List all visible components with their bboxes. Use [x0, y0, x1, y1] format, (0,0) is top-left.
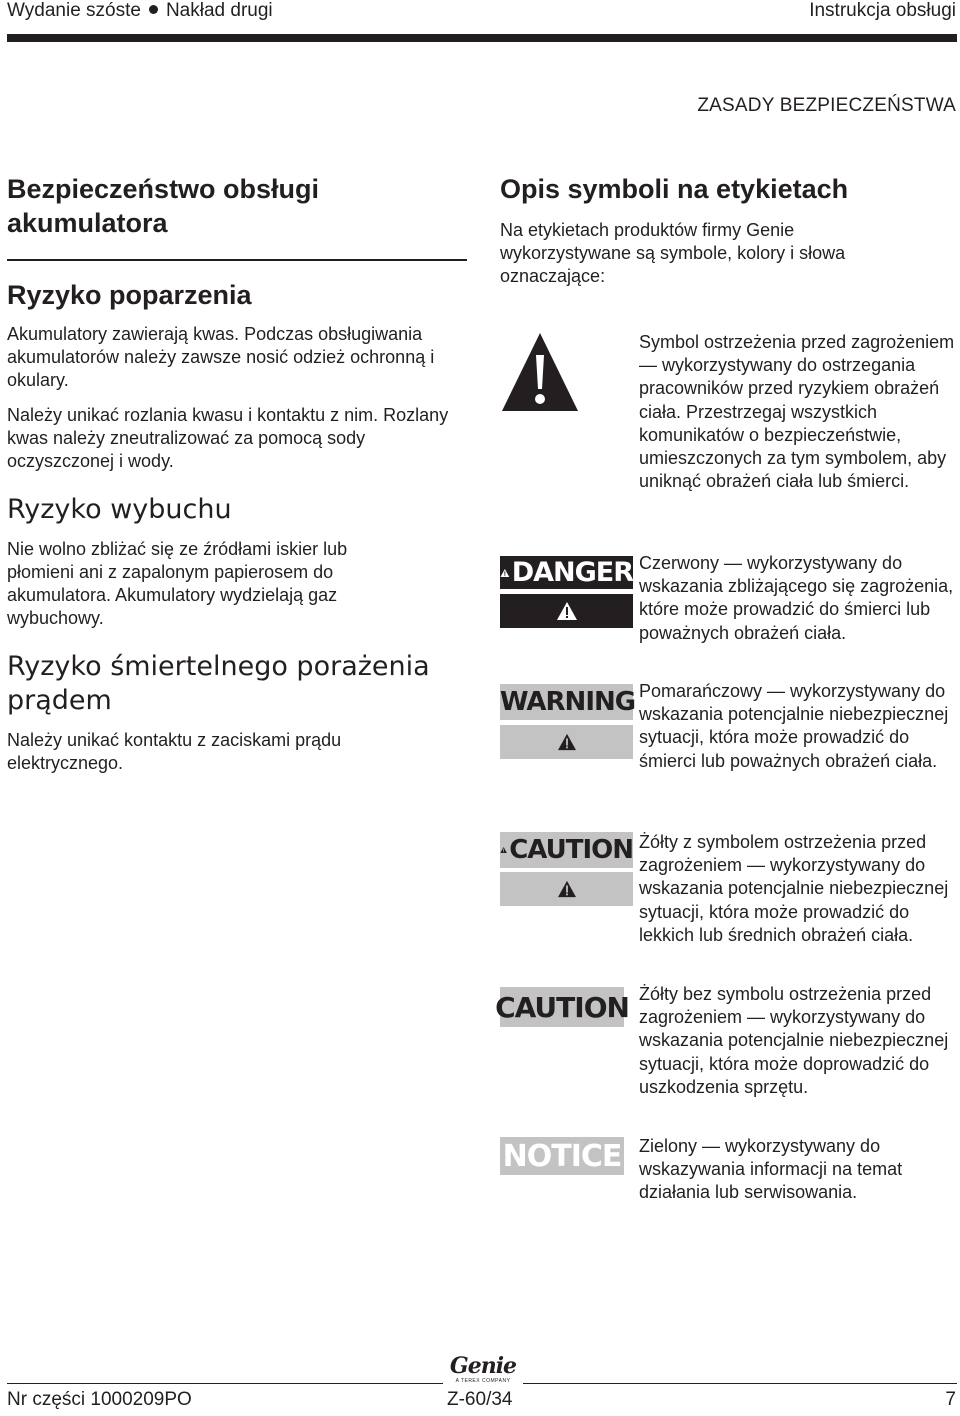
- shock-heading: Ryzyko śmiertelnego porażenia prądem: [7, 651, 430, 716]
- edition-text: Wydanie szóste: [7, 0, 141, 21]
- symbol-notice-text: Zielony — wykorzystywany do wskazywania informacji na temat działania lub serwisowania.: [639, 1136, 903, 1203]
- explosion-paragraph: Nie wolno zbliżać się ze źródłami iskier lub płomieni ani z zapalonym papierosem do akumulatora. Akumulatory wydzielają gaz wybuchowy.: [7, 539, 348, 628]
- battery-safety-title: Bezpieczeństwo obsługi akumulatora: [7, 174, 320, 238]
- burn-paragraph-1: Akumulatory zawierają kwas. Podczas obsługiwania akumulatorów należy zawsze nosić odzież ochronną i okulary.: [7, 324, 435, 390]
- caution-symbol-panel: [500, 872, 633, 906]
- header-edition: [7, 0, 273, 22]
- danger-label: DANGER: [500, 556, 633, 589]
- page-number: 7: [945, 1389, 956, 1410]
- section-title: ZASADY BEZPIECZEŃSTWA: [697, 95, 956, 116]
- shock-paragraph: Należy unikać kontaktu z zaciskami prądu elektrycznego.: [7, 730, 342, 773]
- symbol-caution-text: Żółty bez symbolu ostrzeżenia przed zagrożeniem — wykorzystywany do wskazania potencjalnie niebezpiecznej sytuacji, która może doprowadzić do uszkodzenia sprzętu.: [639, 984, 949, 1097]
- caution-alert-label: CAUTION: [500, 832, 633, 868]
- burn-paragraph-2: Należy unikać rozlania kwasu i kontaktu z nim. Rozlany kwas należy zneutralizować za pomocą sody oczyszczonej i wody.: [7, 405, 449, 471]
- warning-triangle-icon: [500, 331, 580, 413]
- warning-triangle-icon: [557, 880, 577, 898]
- symbol-row-danger: [500, 552, 955, 672]
- symbols-title: Opis symboli na etykietach: [500, 174, 849, 204]
- symbol-row-alert: [500, 331, 955, 541]
- genie-logo: [443, 1354, 523, 1386]
- explosion-heading: Ryzyko wybuchu: [7, 494, 232, 525]
- warning-symbol-panel: [500, 725, 633, 759]
- caution-label: CAUTION: [500, 987, 624, 1027]
- bullet-dot: [149, 5, 158, 14]
- header-rule: [7, 34, 957, 42]
- manual-title: Instrukcja obsługi: [809, 0, 956, 21]
- notice-label: NOTICE: [500, 1137, 624, 1175]
- warning-triangle-icon: [500, 840, 507, 860]
- symbols-intro: Na etykietach produktów firmy Genie wykorzystywane są symbole, kolory i słowa oznaczające:: [500, 220, 846, 286]
- symbol-row-warning: [500, 680, 955, 820]
- warning-label: WARNING: [500, 684, 633, 720]
- symbol-caution-alert-text: Żółty z symbolem ostrzeżenia przed zagrożeniem — wykorzystywany do wskazania potencjalnie niebezpiecznej sytuacji, która może prowadzić do lekkich lub średnich obrażeń ciała.: [639, 832, 949, 945]
- burn-heading: Ryzyko poparzenia: [7, 280, 252, 310]
- logo-subtitle: A TEREX COMPANY: [455, 1378, 511, 1384]
- symbol-danger-text: Czerwony — wykorzystywany do wskazania zbliżającego się zagrożenia, które może prowadzić do śmierci lub poważnych obrażeń ciała.: [639, 553, 954, 643]
- logo-wordmark: Genie: [449, 1353, 517, 1379]
- right-column: [500, 172, 955, 288]
- left-column: [7, 172, 472, 775]
- symbol-row-caution: [495, 983, 955, 1123]
- title-divider: [7, 259, 467, 261]
- symbol-row-caution-alert: [500, 831, 955, 971]
- symbol-warning-text: Pomarańczowy — wykorzystywany do wskazania potencjalnie niebezpiecznej sytuacji, która może prowadzić do śmierci lub poważnych obrażeń ciała.: [639, 681, 949, 771]
- part-number: Nr części 1000209PO: [7, 1389, 192, 1410]
- symbol-row-notice: [500, 1135, 955, 1215]
- model-number: Z-60/34: [447, 1389, 513, 1410]
- warning-triangle-icon: [500, 563, 510, 583]
- danger-symbol-panel: [500, 594, 633, 628]
- warning-triangle-icon: [556, 601, 578, 621]
- printing-text: Nakład drugi: [165, 0, 273, 21]
- warning-triangle-icon: [557, 733, 577, 751]
- symbol-alert-text: Symbol ostrzeżenia przed zagrożeniem — wykorzystywany do ostrzegania pracowników przed ryzykiem obrażeń ciała. Przestrzegaj wszystkich komunikatów o bezpieczeństwie, umieszczonych za tym symbolem, aby uniknąć obrażeń ciała lub śmierci.: [639, 332, 955, 492]
